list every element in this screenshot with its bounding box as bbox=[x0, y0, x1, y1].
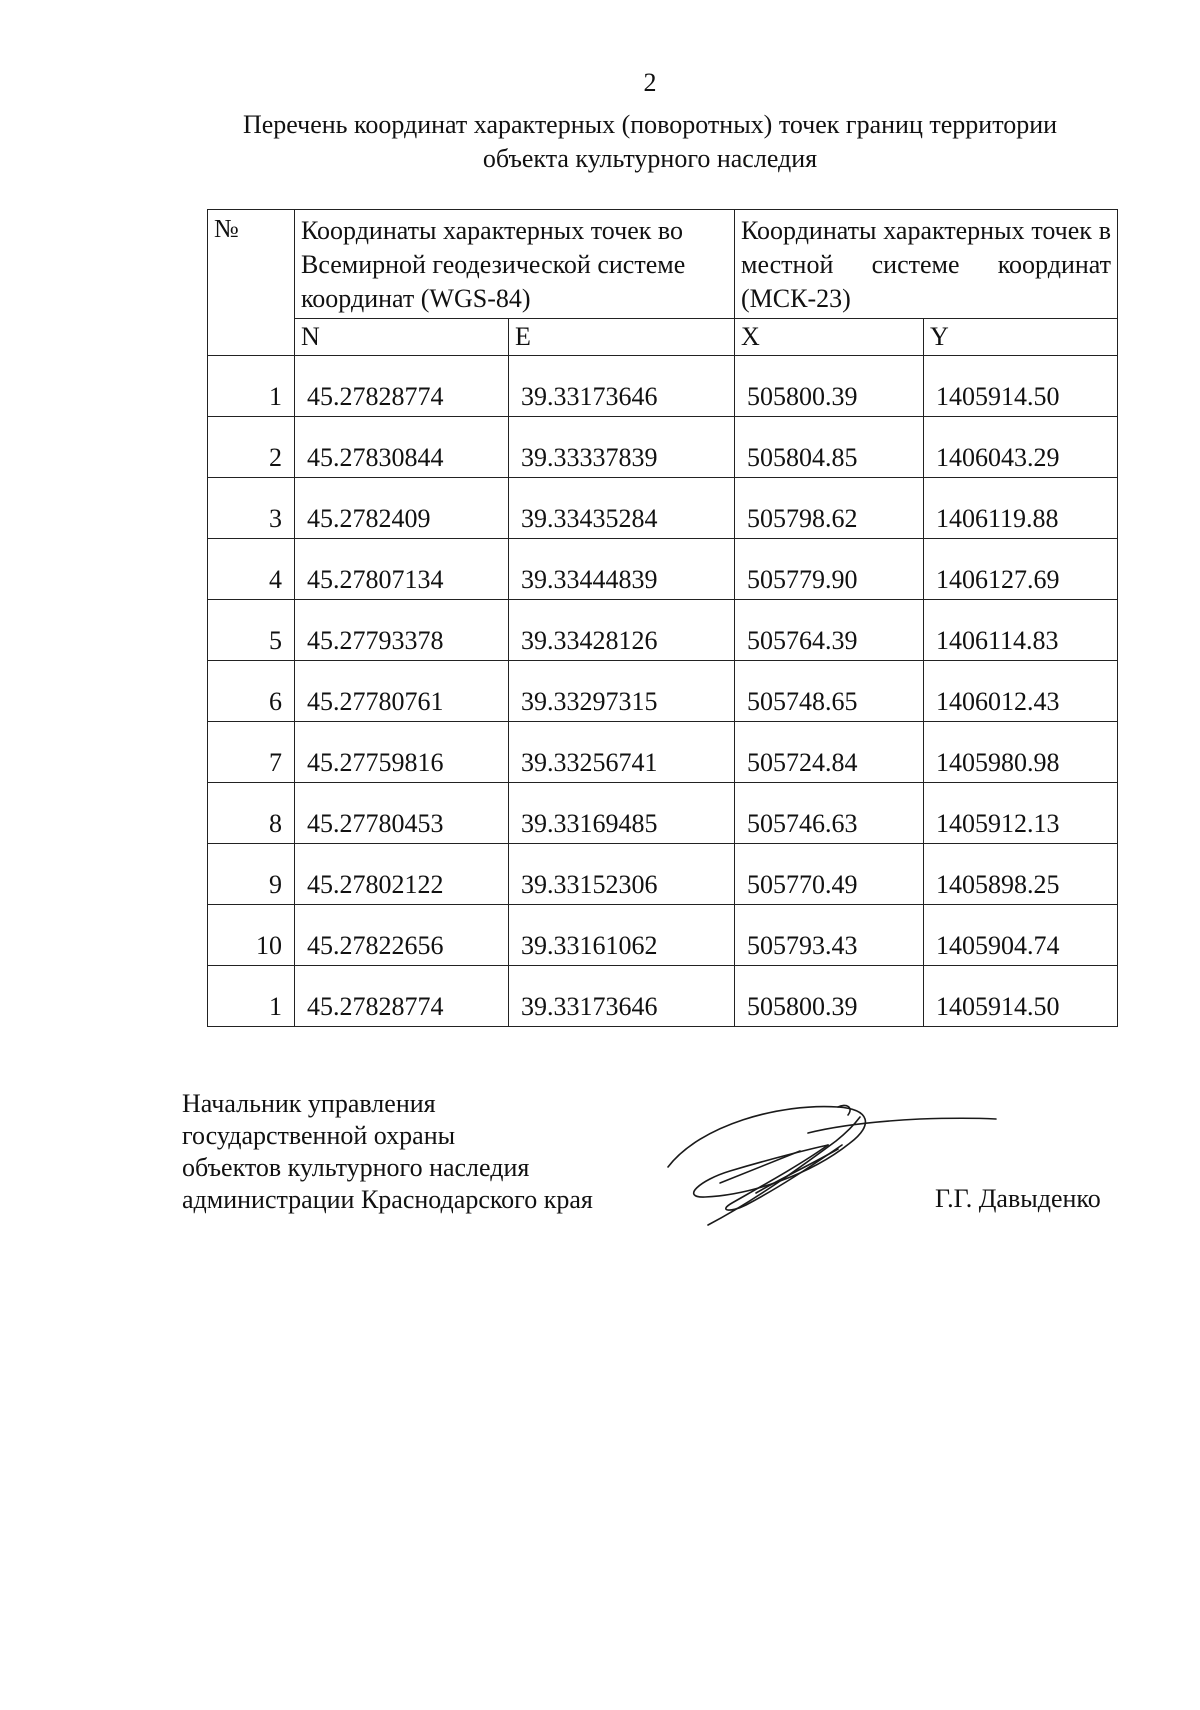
cell-n: 45.27807134 bbox=[295, 539, 509, 600]
cell-n: 45.2782409 bbox=[295, 478, 509, 539]
cell-e: 39.33152306 bbox=[509, 844, 735, 905]
cell-e: 39.33435284 bbox=[509, 478, 735, 539]
cell-n: 45.27780761 bbox=[295, 661, 509, 722]
cell-point-number: 1 bbox=[208, 356, 295, 417]
cell-e: 39.33297315 bbox=[509, 661, 735, 722]
cell-y: 1406012.43 bbox=[924, 661, 1118, 722]
table-row bbox=[208, 722, 1118, 783]
cell-e: 39.33337839 bbox=[509, 417, 735, 478]
header-x: X bbox=[735, 319, 924, 356]
cell-point-number: 1 bbox=[208, 966, 295, 1027]
cell-point-number: 3 bbox=[208, 478, 295, 539]
cell-y: 1405914.50 bbox=[924, 356, 1118, 417]
cell-y: 1405904.74 bbox=[924, 905, 1118, 966]
cell-point-number: 7 bbox=[208, 722, 295, 783]
table-row bbox=[208, 356, 1118, 417]
header-wgs-group: Координаты характерных точек во Всемирной геодезической системе координат (WGS-84) bbox=[295, 210, 735, 319]
cell-n: 45.27793378 bbox=[295, 600, 509, 661]
header-number: № bbox=[208, 210, 295, 356]
cell-point-number: 10 bbox=[208, 905, 295, 966]
table-body bbox=[208, 356, 1118, 1027]
cell-x: 505748.65 bbox=[735, 661, 924, 722]
cell-n: 45.27802122 bbox=[295, 844, 509, 905]
table-row bbox=[208, 783, 1118, 844]
cell-x: 505800.39 bbox=[735, 966, 924, 1027]
signer-position-line-4: администрации Краснодарского края bbox=[182, 1185, 593, 1214]
table-header bbox=[208, 210, 1118, 356]
table-row bbox=[208, 417, 1118, 478]
cell-e: 39.33428126 bbox=[509, 600, 735, 661]
signer-position-line-3: объектов культурного наследия bbox=[182, 1153, 530, 1182]
signer-position bbox=[182, 1088, 593, 1216]
title-line-2: объекта культурного наследия bbox=[482, 144, 818, 173]
header-e: E bbox=[509, 319, 735, 356]
cell-e: 39.33256741 bbox=[509, 722, 735, 783]
cell-point-number: 2 bbox=[208, 417, 295, 478]
cell-point-number: 9 bbox=[208, 844, 295, 905]
cell-n: 45.27759816 bbox=[295, 722, 509, 783]
cell-x: 505779.90 bbox=[735, 539, 924, 600]
cell-n: 45.27828774 bbox=[295, 356, 509, 417]
signer-position-line-1: Начальник управления bbox=[182, 1089, 436, 1118]
cell-point-number: 6 bbox=[208, 661, 295, 722]
cell-x: 505724.84 bbox=[735, 722, 924, 783]
cell-n: 45.27822656 bbox=[295, 905, 509, 966]
cell-e: 39.33173646 bbox=[509, 356, 735, 417]
table-row bbox=[208, 966, 1118, 1027]
cell-x: 505800.39 bbox=[735, 356, 924, 417]
header-n: N bbox=[295, 319, 509, 356]
cell-e: 39.33169485 bbox=[509, 783, 735, 844]
cell-x: 505764.39 bbox=[735, 600, 924, 661]
title-line-1: Перечень координат характерных (поворотных) точек границ территории bbox=[242, 110, 1058, 139]
cell-e: 39.33161062 bbox=[509, 905, 735, 966]
header-row-groups bbox=[208, 210, 1118, 319]
cell-y: 1406127.69 bbox=[924, 539, 1118, 600]
cell-x: 505770.49 bbox=[735, 844, 924, 905]
cell-y: 1405898.25 bbox=[924, 844, 1118, 905]
cell-n: 45.27780453 bbox=[295, 783, 509, 844]
table-row bbox=[208, 600, 1118, 661]
cell-n: 45.27830844 bbox=[295, 417, 509, 478]
coordinates-table bbox=[207, 209, 1118, 1027]
cell-point-number: 4 bbox=[208, 539, 295, 600]
cell-y: 1406114.83 bbox=[924, 600, 1118, 661]
cell-x: 505746.63 bbox=[735, 783, 924, 844]
document-title bbox=[0, 108, 1200, 176]
page-number: 2 bbox=[643, 68, 657, 97]
cell-y: 1406043.29 bbox=[924, 417, 1118, 478]
cell-x: 505793.43 bbox=[735, 905, 924, 966]
header-row-axes bbox=[208, 319, 1118, 356]
table-row bbox=[208, 539, 1118, 600]
cell-y: 1406119.88 bbox=[924, 478, 1118, 539]
table-row bbox=[208, 905, 1118, 966]
header-msk-group: Координаты характерных точек в местной системе координат (МСК-23) bbox=[735, 210, 1118, 319]
signer-name: Г.Г. Давыденко bbox=[935, 1184, 1101, 1213]
cell-y: 1405912.13 bbox=[924, 783, 1118, 844]
cell-e: 39.33173646 bbox=[509, 966, 735, 1027]
cell-x: 505798.62 bbox=[735, 478, 924, 539]
cell-point-number: 5 bbox=[208, 600, 295, 661]
table-row bbox=[208, 478, 1118, 539]
signer-position-line-2: государственной охраны bbox=[182, 1121, 456, 1150]
cell-point-number: 8 bbox=[208, 783, 295, 844]
header-y: Y bbox=[924, 319, 1118, 356]
cell-y: 1405980.98 bbox=[924, 722, 1118, 783]
cell-y: 1405914.50 bbox=[924, 966, 1118, 1027]
cell-e: 39.33444839 bbox=[509, 539, 735, 600]
table-row bbox=[208, 844, 1118, 905]
cell-n: 45.27828774 bbox=[295, 966, 509, 1027]
cell-x: 505804.85 bbox=[735, 417, 924, 478]
table-row bbox=[208, 661, 1118, 722]
